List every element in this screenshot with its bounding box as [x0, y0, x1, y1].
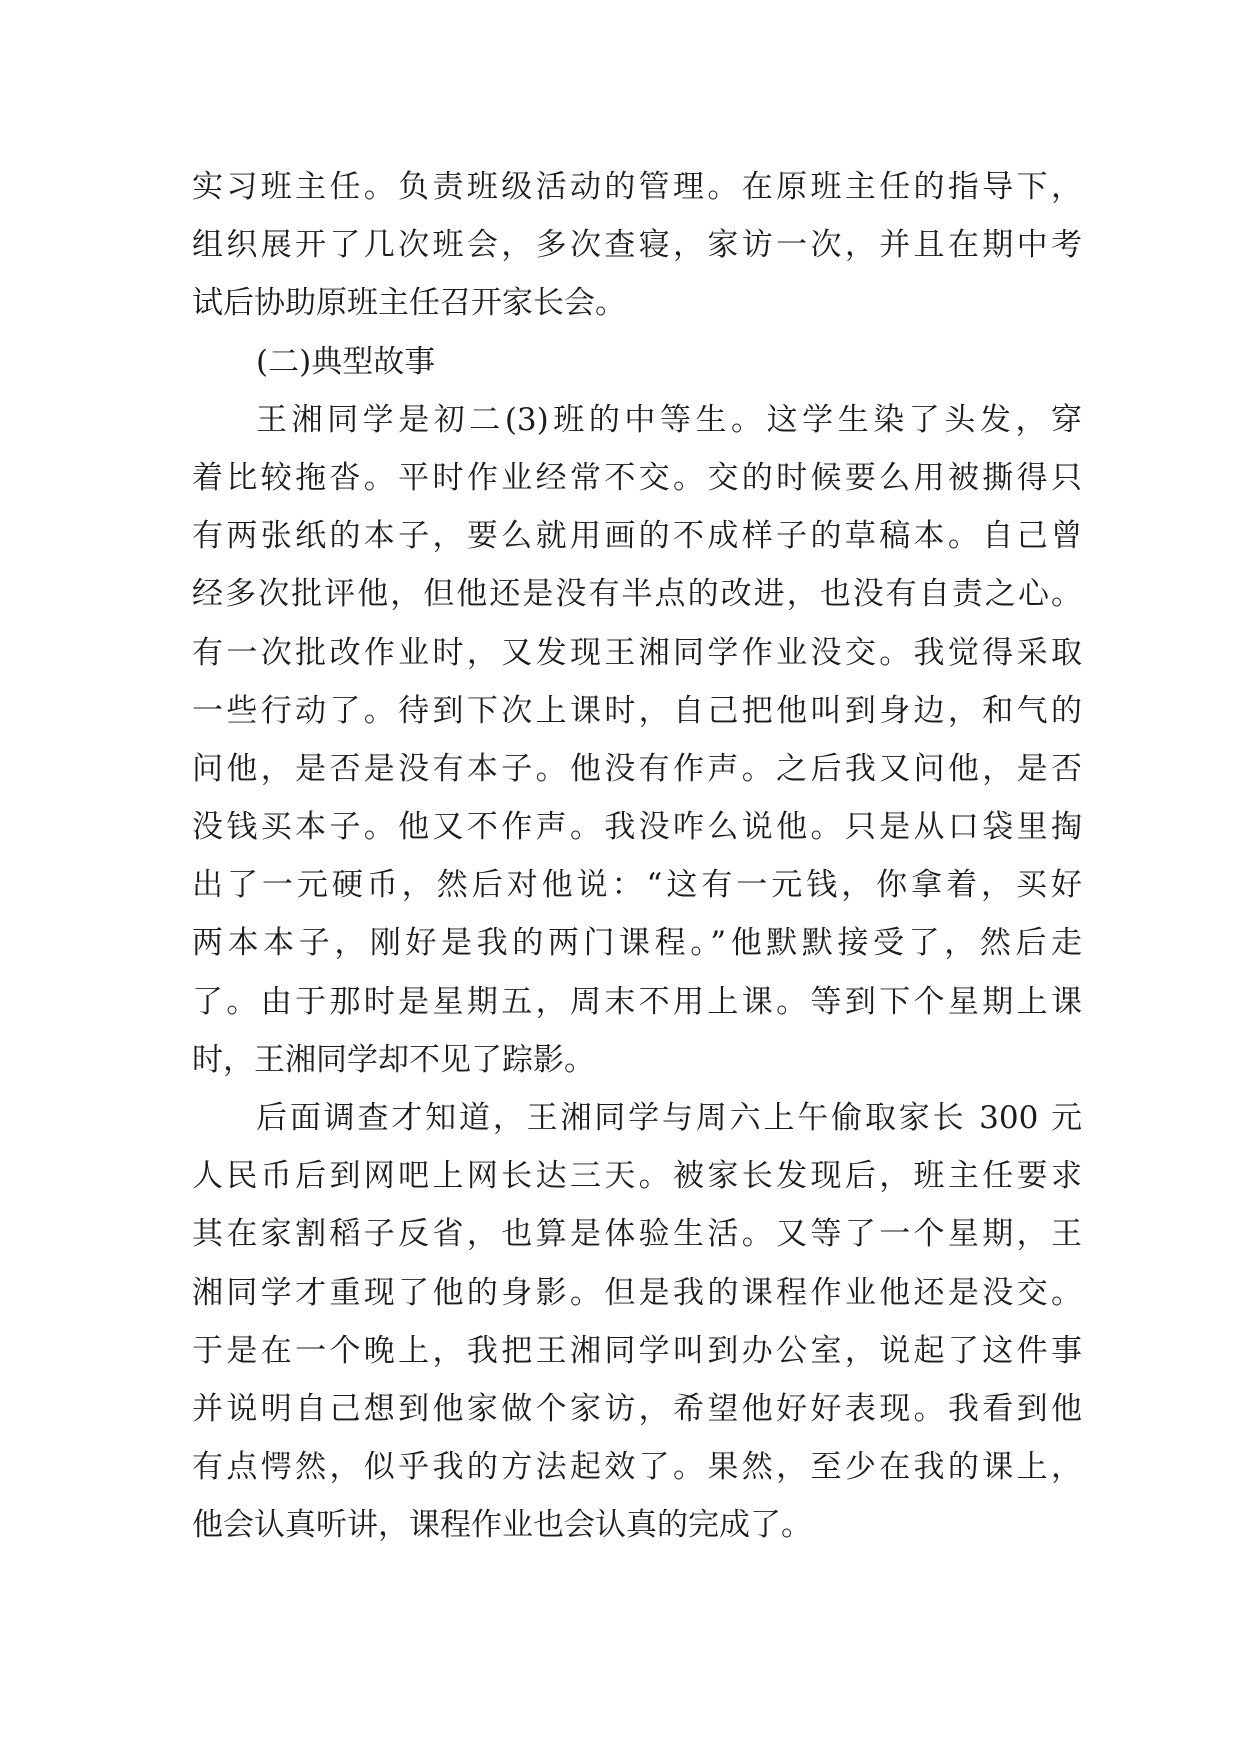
text-line: 其在家割稻子反省，也算是体验生活。又等了一个星期，王	[192, 1216, 1082, 1253]
paragraph-story-2	[192, 1089, 1082, 1555]
paragraph-story-1	[192, 391, 1082, 1089]
text-line: 组织展开了几次班会，多次查寝，家访一次，并且在期中考	[192, 227, 1082, 264]
text-line: 没钱买本子。他又不作声。我没咋么说他。只是从口袋里掏	[192, 809, 1082, 846]
text-line: 有一次批改作业时，又发现王湘同学作业没交。我觉得采取	[192, 634, 1082, 671]
text-line: 王湘同学是初二(3)班的中等生。这学生染了头发，穿	[256, 401, 1082, 438]
text-line: 实习班主任。负责班级活动的管理。在原班主任的指导下，	[192, 169, 1082, 205]
text-line: 两本本子，刚好是我的两门课程。”他默默接受了，然后走	[192, 925, 1082, 962]
text-line: 人民币后到网吧上网长达三天。被家长发现后，班主任要求	[192, 1158, 1082, 1195]
text-line: 湘同学才重现了他的身影。但是我的课程作业他还是没交。	[192, 1274, 1082, 1311]
section-heading: (二)典型故事	[256, 343, 436, 380]
text-line: 于是在一个晚上，我把王湘同学叫到办公室，说起了这件事	[192, 1332, 1082, 1369]
text-line: 经多次批评他，但他还是没有半点的改进，也没有自责之心。	[192, 576, 1082, 613]
text-line: 一些行动了。待到下次上课时，自己把他叫到身边，和气的	[192, 692, 1082, 729]
text-line: 时，王湘同学却不见了踪影。	[192, 1041, 595, 1078]
text-line: 有两张纸的本子，要么就用画的不成样子的草稿本。自己曾	[192, 518, 1082, 555]
text-line: 问他，是否是没有本子。他没有作声。之后我又问他，是否	[192, 750, 1082, 787]
text-line: 后面调查才知道，王湘同学与周六上午偷取家长 300 元	[256, 1100, 1082, 1136]
text-line: 有点愕然，似乎我的方法起效了。果然，至少在我的课上，	[192, 1449, 1082, 1486]
paragraph-intern-duties	[192, 158, 1082, 333]
text-line: 试后协助原班主任召开家长会。	[192, 285, 626, 322]
text-line: 着比较拖沓。平时作业经常不交。交的时候要么用被撕得只	[192, 459, 1082, 496]
text-line: 并说明自己想到他家做个家访，希望他好好表现。我看到他	[192, 1390, 1082, 1427]
text-line: 出了一元硬币，然后对他说：“这有一元钱，你拿着，买好	[192, 867, 1082, 904]
text-line: 了。由于那时是星期五，周末不用上课。等到下个星期上课	[192, 983, 1082, 1020]
text-line: 他会认真听讲，课程作业也会认真的完成了。	[192, 1507, 812, 1544]
document-body	[192, 158, 1082, 1555]
